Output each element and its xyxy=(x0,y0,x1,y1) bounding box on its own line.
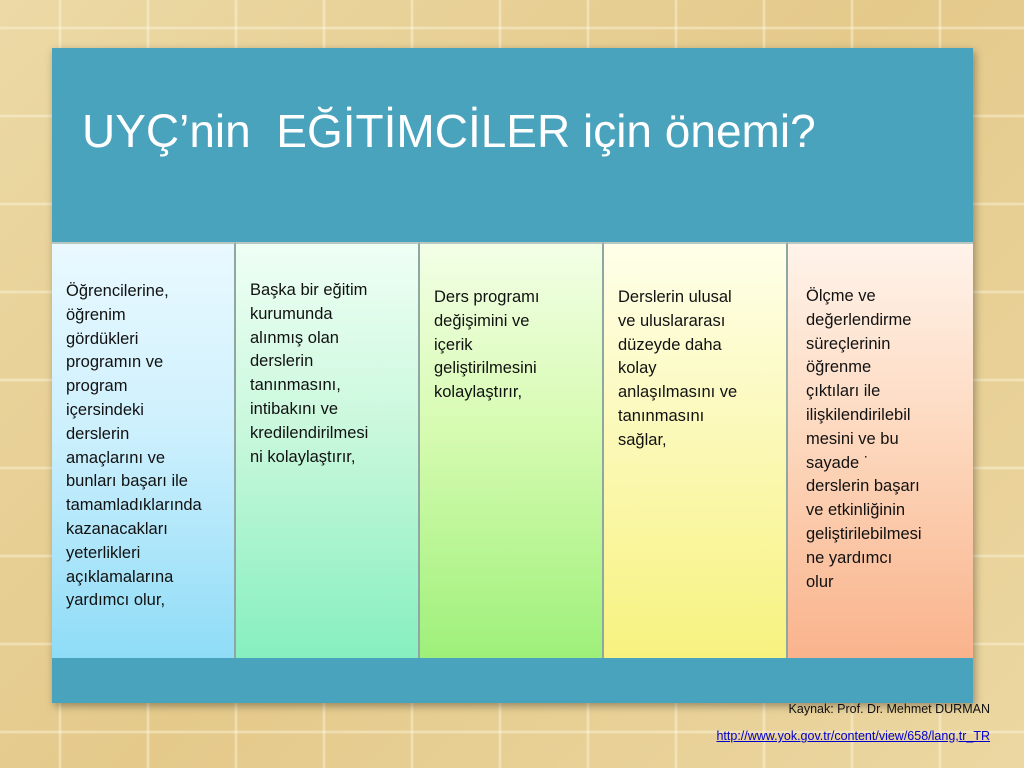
column-2 xyxy=(236,242,420,658)
column-5-text: Ölçme ve değerlendirme süreçlerinin öğrenme çıktıları ile ilişkilendirilebil mesini ve bu sayade ˙ derslerin başarı ve etkinliğinin geliştirilebilmesi ne yardımcı olur xyxy=(806,287,922,591)
column-4-text: Derslerin ulusal ve uluslararası düzeyde daha kolay anlaşılmasını ve tanınmasını sağlar, xyxy=(618,288,738,449)
column-1-text: Öğrencilerine, öğrenim gördükleri programın ve program içersindeki derslerin amaçlarını ve bunları başarı ile tamamladıklarında kazanacakları yeterlikleri açıklamalarına yardımcı olur, xyxy=(66,282,202,610)
column-3-text: Ders programı değişimini ve içerik geliştirilmesini kolaylaştırır, xyxy=(434,288,540,402)
column-1 xyxy=(52,242,236,658)
slide-title: UYÇ’nin EĞİTİMCİLER için önemi? xyxy=(82,105,816,157)
column-3 xyxy=(420,242,604,658)
column-2-text: Başka bir eğitim kurumunda alınmış olan derslerin tanınmasını, intibakını ve kredilendirilmesi ni kolaylaştırır, xyxy=(250,281,369,466)
source-link[interactable]: http://www.yok.gov.tr/content/view/658/lang,tr_TR xyxy=(716,729,990,743)
columns-row xyxy=(52,242,973,658)
slide-panel xyxy=(52,48,973,703)
column-5 xyxy=(788,242,973,658)
column-4 xyxy=(604,242,788,658)
source-credit: Kaynak: Prof. Dr. Mehmet DURMAN xyxy=(788,702,990,716)
